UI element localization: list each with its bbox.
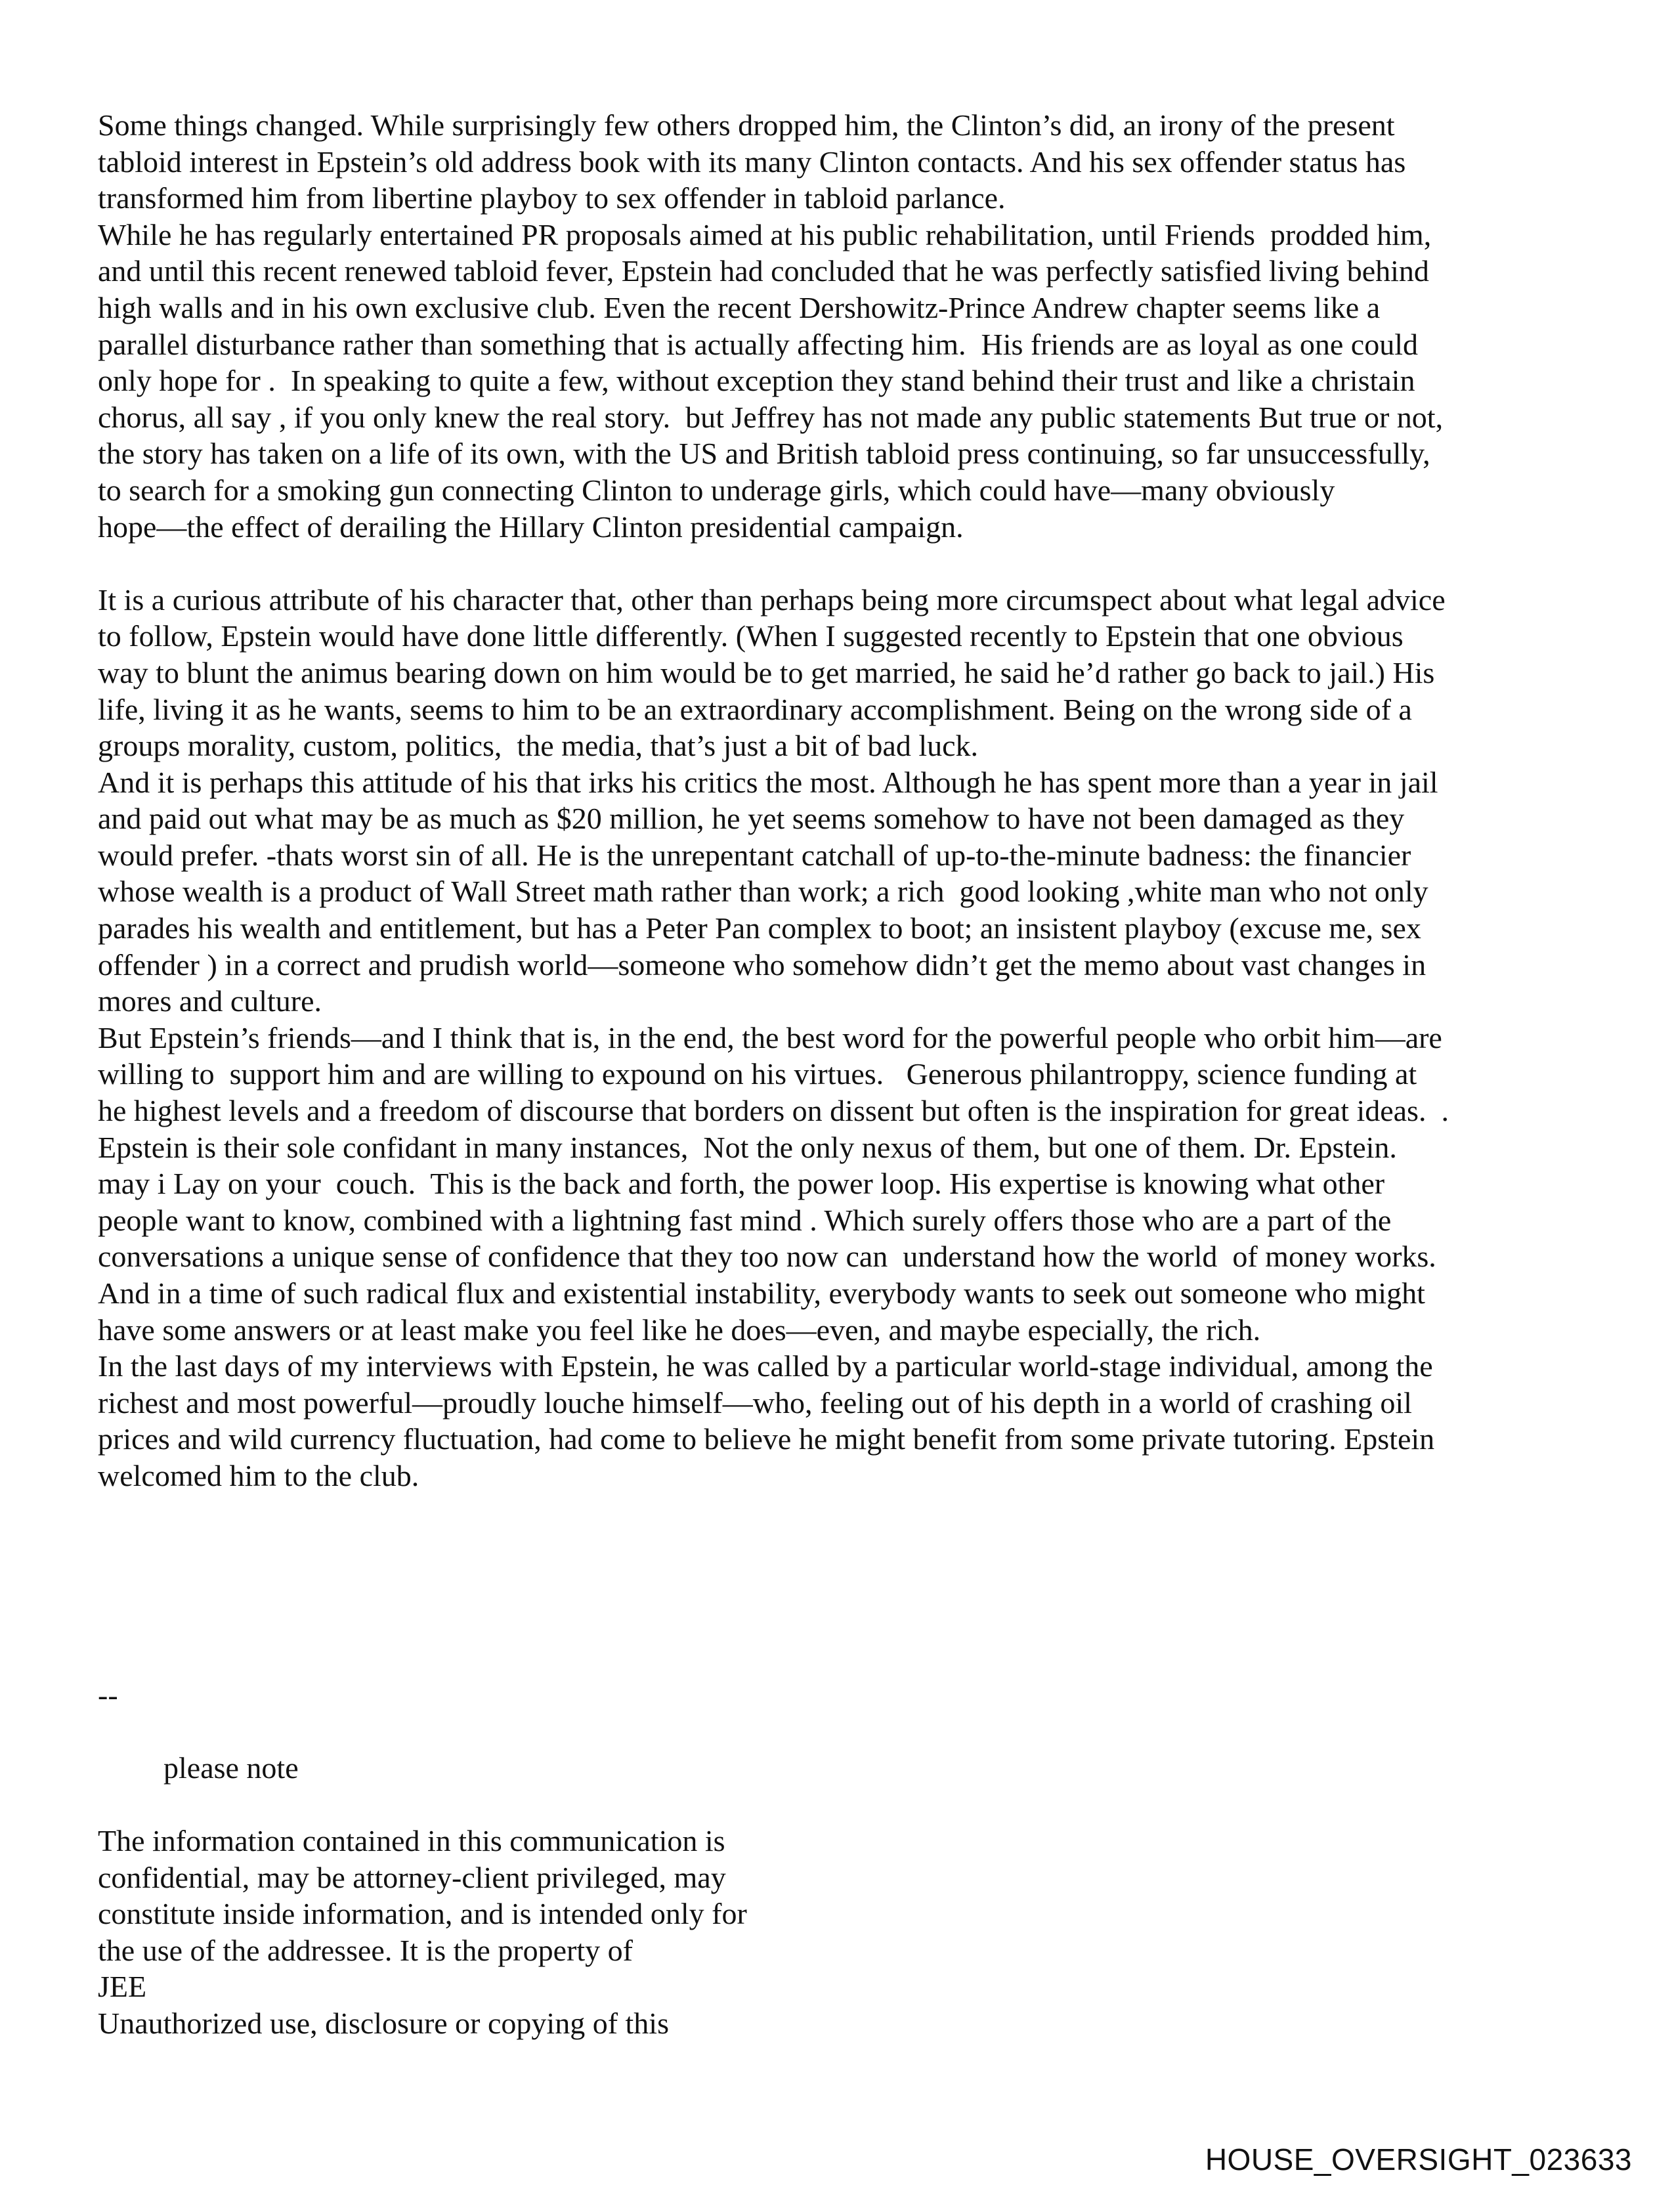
blank-line	[98, 545, 1608, 582]
document-page	[98, 107, 1608, 2041]
disclaimer-line: Unauthorized use, disclosure or copying of this	[98, 2006, 669, 2040]
bates-number: HOUSE_OVERSIGHT_023633	[1205, 2142, 1632, 2177]
text-line: and until this recent renewed tabloid fever, Epstein had concluded that he was perfectly satisfied living behind	[98, 254, 1429, 288]
text-line: tabloid interest in Epstein’s old address book with its many Clinton contacts. And his sex offender status has	[98, 144, 1406, 179]
text-line: parades his wealth and entitlement, but has a Peter Pan complex to boot; an insistent playboy (excuse me, sex	[98, 911, 1421, 945]
text-line: prices and wild currency fluctuation, had come to believe he might benefit from some private tutoring. Epstein	[98, 1422, 1435, 1456]
text-line: to follow, Epstein would have done little differently. (When I suggested recently to Epstein that one obvious	[98, 619, 1404, 653]
text-line: welcomed him to the club.	[98, 1458, 419, 1492]
text-line: may i Lay on your couch. This is the back and forth, the power loop. His expertise is knowing what other	[98, 1167, 1385, 1201]
text-line: conversations a unique sense of confidence that they too now can understand how the world of money works.	[98, 1240, 1436, 1274]
text-line: offender ) in a correct and prudish world—someone who somehow didn’t get the memo about vast changes in	[98, 947, 1427, 982]
disclaimer-line: The information contained in this communication is	[98, 1823, 725, 1857]
confidentiality-disclaimer	[98, 1823, 1608, 2042]
signature-note: please note	[163, 1750, 299, 1785]
text-line: would prefer. -thats worst sin of all. He is the unrepentant catchall of up-to-the-minute badness: the financier	[98, 838, 1411, 872]
text-line: And it is perhaps this attitude of his that irks his critics the most. Although he has spent more than a year in jail	[98, 765, 1438, 799]
text-line: transformed him from libertine playboy to sex offender in tabloid parlance.	[98, 181, 1006, 215]
paragraph-2	[98, 582, 1608, 1494]
disclaimer-line: constitute inside information, and is intended only for	[98, 1897, 747, 1931]
disclaimer-line: confidential, may be attorney-client privileged, may	[98, 1860, 726, 1894]
text-line: While he has regularly entertained PR proposals aimed at his public rehabilitation, until Friends prodded him,	[98, 217, 1432, 251]
text-line: chorus, all say , if you only knew the real story. but Jeffrey has not made any public statements But true or not,	[98, 400, 1444, 434]
text-line: he highest levels and a freedom of discourse that borders on dissent but often is the inspiration for great ideas. .	[98, 1094, 1449, 1128]
text-line: have some answers or at least make you feel like he does—even, and maybe especially, the rich.	[98, 1312, 1261, 1347]
text-line: only hope for . In speaking to quite a few, without exception they stand behind their trust and like a christain	[98, 364, 1415, 398]
text-line: high walls and in his own exclusive club. Even the recent Dershowitz-Prince Andrew chapter seems like a	[98, 290, 1381, 324]
paragraph-1	[98, 107, 1608, 545]
text-line: richest and most powerful—proudly louche himself—who, feeling out of his depth in a world of crashing oil	[98, 1385, 1412, 1420]
text-line: people want to know, combined with a lightning fast mind . Which surely offers those who are a part of the	[98, 1203, 1392, 1237]
text-line: and paid out what may be as much as $20 million, he yet seems somehow to have not been damaged as they	[98, 802, 1405, 836]
text-line: Epstein is their sole confidant in many instances, Not the only nexus of them, but one of them. Dr. Epstein.	[98, 1130, 1397, 1164]
text-line: life, living it as he wants, seems to him to be an extraordinary accomplishment. Being on the wrong side of a	[98, 692, 1412, 726]
text-line: Some things changed. While surprisingly few others dropped him, the Clinton’s did, an irony of the present	[98, 108, 1395, 142]
disclaimer-line: the use of the addressee. It is the property of	[98, 1933, 633, 1967]
text-line: parallel disturbance rather than something that is actually affecting him. His friends are as loyal as one could	[98, 327, 1418, 361]
disclaimer-line: JEE	[98, 1970, 147, 2004]
text-line: to search for a smoking gun connecting Clinton to underage girls, which could have—many obviously	[98, 473, 1335, 507]
text-line: whose wealth is a product of Wall Street math rather than work; a rich good looking ,white man who not only	[98, 875, 1428, 909]
text-line: And in a time of such radical flux and existential instability, everybody wants to seek out someone who might	[98, 1276, 1425, 1310]
text-line: groups morality, custom, politics, the media, that’s just a bit of bad luck.	[98, 729, 979, 763]
text-line: willing to support him and are willing to expound on his virtues. Generous philantroppy, science funding at	[98, 1057, 1417, 1091]
signature-separator: --	[98, 1678, 118, 1712]
text-line: hope—the effect of derailing the Hillary Clinton presidential campaign.	[98, 510, 964, 544]
text-line: way to blunt the animus bearing down on him would be to get married, he said he’d rather go back to jail.) His	[98, 655, 1435, 689]
text-line: But Epstein’s friends—and I think that is, in the end, the best word for the powerful people who orbit him—are	[98, 1020, 1442, 1054]
text-line: the story has taken on a life of its own, with the US and British tabloid press continuing, so far unsuccessfully,	[98, 437, 1430, 471]
text-line: mores and culture.	[98, 984, 322, 1018]
text-line: It is a curious attribute of his character that, other than perhaps being more circumspect about what legal advice	[98, 582, 1446, 617]
text-line: In the last days of my interviews with Epstein, he was called by a particular world-stage individual, among the	[98, 1349, 1433, 1383]
